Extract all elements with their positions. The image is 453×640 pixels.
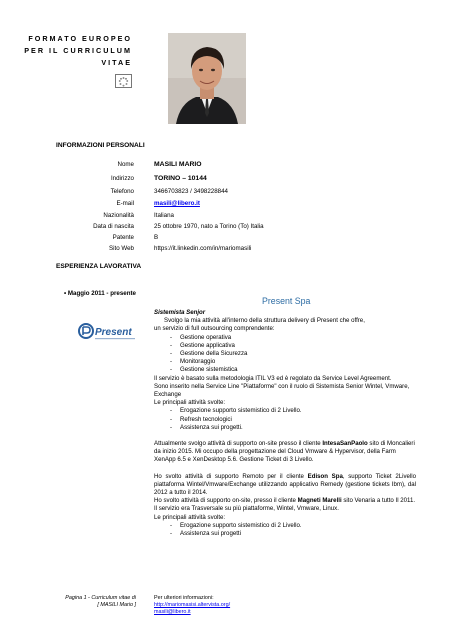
marelli-paragraph: Ho svolto attività di supporto on-site, presso il cliente Magneti Marelli sito Venaria a tutto Il 2011. xyxy=(154,497,416,505)
value-telefono: 3466703823 / 3498228844 xyxy=(154,188,228,195)
marelli-service: Il servizio era Trasversale su più piattaforme, Wintel, Vmware, Linux. xyxy=(154,505,339,513)
value-data-nascita: 25 ottobre 1970, nato a Torino (To) Italia xyxy=(154,223,264,230)
footer-name: [ MASILI Mario ] xyxy=(97,602,136,608)
experience-period: • Maggio 2011 - presente xyxy=(64,290,136,297)
value-nome: MASILI MARIO xyxy=(154,161,202,168)
role-line: Sono inserito nella Service Line "Piattaforme" con il ruolo di Sistemista Senior Wintel, Vmware, Exchange xyxy=(154,382,410,399)
client-intesa: IntesaSanPaolo xyxy=(322,440,368,448)
email-link[interactable]: masili@libero.it xyxy=(154,200,200,207)
intro-line-1: Svolgo la mia attività all'interno della struttura delivery di Present che offre, xyxy=(164,317,365,325)
label-patente: Patente xyxy=(112,234,134,241)
logo-text: Present xyxy=(95,327,132,338)
profile-photo xyxy=(168,33,246,124)
value-patente: B xyxy=(154,234,159,241)
service-item: - Gestione sistemistica xyxy=(154,366,416,374)
header-line-2: PER IL CURRICULUM xyxy=(24,46,132,55)
itil-line: Il servizio è basato sulla metodologia ITIL V3 ed è regolato da Service Level Agreement. xyxy=(154,374,392,382)
activities-intro: Le principali attività svolte: xyxy=(154,399,226,407)
label-sito-web: Sito Web xyxy=(109,245,134,252)
marelli-activity-item: - Erogazione supporto sistemistico di 2 Livello. xyxy=(154,522,416,530)
intro-line-2: un servizio di full outsourcing comprendente: xyxy=(154,325,275,333)
label-telefono: Telefono xyxy=(110,188,134,195)
company-title: Present Spa xyxy=(262,296,311,306)
label-indirizzo: Indirizzo xyxy=(110,175,134,182)
value-indirizzo: TORINO – 10144 xyxy=(154,175,207,182)
edison-paragraph: Ho svolto attività di supporto Remoto per il cliente Edison Spa, supporto Ticket 2Livello piattaforma Wintel/Vmware/Exchange utilizzando applicativo Remedy (gestione tickets Ibm), dal 2012 a tutto il 2014. xyxy=(154,472,416,497)
header-line-1: FORMATO EUROPEO xyxy=(28,34,132,43)
value-sito-web[interactable]: https://it.linkedin.com/in/mariomasili xyxy=(154,245,252,252)
service-item: - Gestione della Sicurezza xyxy=(154,350,416,358)
service-item: - Gestione operativa xyxy=(154,334,416,342)
service-item: - Monitoraggio xyxy=(154,358,416,366)
section-title-personal: INFORMAZIONI PERSONALI xyxy=(56,142,145,149)
role-title: Sistemista Senjor xyxy=(154,309,206,316)
label-nazionalita: Nazionalità xyxy=(103,212,134,219)
activity-item: - Refresh tecnologici xyxy=(154,416,416,424)
label-data-nascita: Data di nascita xyxy=(93,223,134,230)
marelli-activity-item: - Assistenza sui progetti xyxy=(154,530,416,538)
service-item: - Gestione applicativa xyxy=(154,342,416,350)
label-email: E-mail xyxy=(116,200,134,207)
section-title-experience: ESPERIENZA LAVORATIVA xyxy=(56,263,142,270)
eu-flag-icon xyxy=(115,74,132,88)
footer-email-link[interactable]: masili@libero.it xyxy=(154,609,191,615)
header-line-3: VITAE xyxy=(101,58,132,67)
value-nazionalita: Italiana xyxy=(154,212,174,219)
footer-page-info: Pagina 1 - Curriculum vitae di xyxy=(65,595,136,601)
client-edison: Edison Spa xyxy=(307,472,343,480)
activity-item: - Erogazione supporto sistemistico di 2 Livello. xyxy=(154,407,416,415)
experience-body xyxy=(154,309,416,538)
footer-website-link[interactable]: http://mariomasisi.altervista.org/ xyxy=(154,602,231,608)
present-logo xyxy=(78,322,140,342)
footer-info-label: Per ulteriori informazioni: xyxy=(154,595,214,601)
marelli-activities-intro: Le principali attività svolte: xyxy=(154,513,226,521)
activity-item: - Assistenza sui progetti. xyxy=(154,424,416,432)
label-nome: Nome xyxy=(117,161,134,168)
client-marelli: Magneti Marelli xyxy=(297,497,342,505)
intesa-paragraph: Attualmente svolgo attività di supporto on-site presso il cliente IntesaSanPaolo sito di Moncalieri da inizio 2015. Mi occupo della progettazione del Cloud Vmware & Hypervisor, della Farm XenApp 6.5 e XenDesktop 5.6. Gestione Ticket di 3 Livello. xyxy=(154,440,415,464)
